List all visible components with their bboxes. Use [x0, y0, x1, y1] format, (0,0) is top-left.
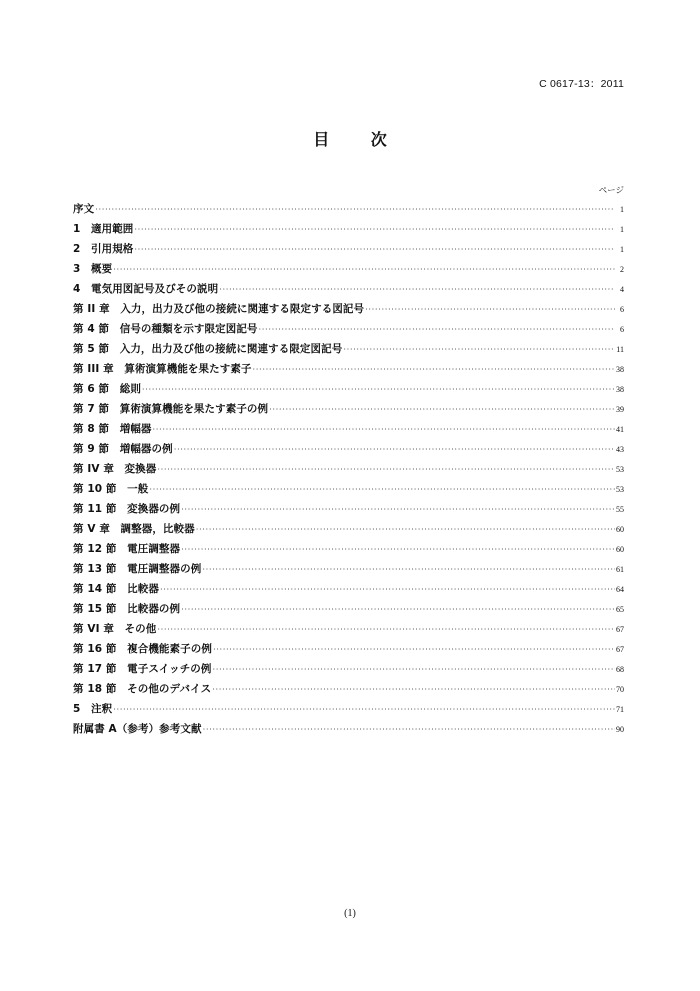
- toc-entry-page: 70: [616, 685, 624, 694]
- dot-leader: [160, 580, 615, 600]
- toc-entry[interactable]: [73, 299, 624, 319]
- dot-leader: [113, 260, 615, 280]
- toc-entry-label: 2 引用規格: [73, 243, 134, 255]
- dot-leader: [157, 620, 615, 640]
- dot-leader: [213, 640, 615, 660]
- toc-entry[interactable]: [73, 619, 624, 639]
- document-id: C 0617-13：2011: [539, 78, 624, 90]
- toc-entry-label: 第 16 節 複合機能素子の例: [73, 643, 212, 655]
- toc-entry[interactable]: [73, 259, 624, 279]
- toc-entry-label: 1 適用範囲: [73, 223, 134, 235]
- dot-leader: [213, 660, 615, 680]
- toc-entry-label: 第 15 節 比較器の例: [73, 603, 181, 615]
- toc-entry-label: 第 17 節 電子スイッチの例: [73, 663, 212, 675]
- toc-entry-label: 第 5 節 入力，出力及び他の接続に関連する限定図記号: [73, 343, 343, 355]
- toc-entry-label: 第 13 節 電圧調整器の例: [73, 563, 202, 575]
- toc-entry-page: 38: [616, 365, 624, 374]
- toc-entry-label: 第 8 節 増幅器: [73, 423, 152, 435]
- toc-entry-label: 3 概要: [73, 263, 113, 275]
- toc-entry-label: 第 9 節 増幅器の例: [73, 443, 173, 455]
- toc-entry-label: 第 V 章 調整器，比較器: [73, 523, 195, 535]
- dot-leader: [181, 540, 615, 560]
- toc-entry-label: 第 6 節 総則: [73, 383, 141, 395]
- toc-entry[interactable]: [73, 519, 624, 539]
- toc-entry-label: 第 18 節 その他のデバイス: [73, 683, 212, 695]
- toc-entry-page: 2: [620, 265, 624, 274]
- toc-entry-label: 第 14 節 比較器: [73, 583, 159, 595]
- page-column-label: ページ: [598, 186, 624, 196]
- toc-entry-label: 第 7 節 算術演算機能を果たす素子の例: [73, 403, 269, 415]
- toc-entry[interactable]: [73, 219, 624, 239]
- toc-entry[interactable]: [73, 319, 624, 339]
- toc-entry-label: 第 10 節 一般: [73, 483, 149, 495]
- dot-leader: [212, 680, 615, 700]
- toc-entry[interactable]: [73, 199, 624, 219]
- toc-entry[interactable]: [73, 399, 624, 419]
- toc-entry-page: 38: [616, 385, 624, 394]
- toc-entry-page: 4: [620, 285, 624, 294]
- dot-leader: [134, 220, 615, 240]
- dot-leader: [149, 480, 615, 500]
- toc-entry[interactable]: [73, 459, 624, 479]
- toc-entry[interactable]: [73, 419, 624, 439]
- table-of-contents: [73, 199, 624, 739]
- dot-leader: [95, 200, 615, 220]
- toc-entry[interactable]: [73, 719, 624, 739]
- toc-entry[interactable]: [73, 279, 624, 299]
- toc-entry-page: 53: [616, 465, 624, 474]
- toc-entry-label: 第 VI 章 その他: [73, 623, 157, 635]
- toc-entry-page: 6: [620, 305, 624, 314]
- toc-entry-page: 71: [616, 705, 624, 714]
- dot-leader: [181, 500, 615, 520]
- toc-entry-page: 53: [616, 485, 624, 494]
- dot-leader: [157, 460, 615, 480]
- toc-entry-page: 61: [616, 565, 624, 574]
- page-title: 目 次: [313, 130, 405, 149]
- toc-entry-page: 90: [616, 725, 624, 734]
- toc-entry-label: 附属書 A（参考）参考文献: [73, 723, 202, 735]
- dot-leader: [174, 440, 615, 460]
- dot-leader: [113, 700, 615, 720]
- toc-entry-page: 1: [620, 225, 624, 234]
- toc-entry[interactable]: [73, 599, 624, 619]
- toc-entry[interactable]: [73, 379, 624, 399]
- toc-entry-label: 第 III 章 算術演算機能を果たす素子: [73, 363, 252, 375]
- dot-leader: [153, 420, 615, 440]
- dot-leader: [253, 360, 615, 380]
- dot-leader: [196, 520, 615, 540]
- toc-entry[interactable]: [73, 239, 624, 259]
- toc-entry-page: 68: [616, 665, 624, 674]
- toc-entry[interactable]: [73, 339, 624, 359]
- toc-entry[interactable]: [73, 499, 624, 519]
- toc-entry-label: 第 IV 章 変換器: [73, 463, 157, 475]
- dot-leader: [181, 600, 615, 620]
- toc-entry-page: 43: [616, 445, 624, 454]
- toc-entry[interactable]: [73, 479, 624, 499]
- toc-entry-page: 67: [616, 645, 624, 654]
- dot-leader: [219, 280, 615, 300]
- toc-entry-page: 60: [616, 545, 624, 554]
- toc-entry[interactable]: [73, 639, 624, 659]
- dot-leader: [259, 320, 615, 340]
- toc-entry-label: 第 11 節 変換器の例: [73, 503, 181, 515]
- toc-entry-label: 第 12 節 電圧調整器: [73, 543, 181, 555]
- toc-entry[interactable]: [73, 559, 624, 579]
- dot-leader: [202, 560, 615, 580]
- dot-leader: [365, 300, 615, 320]
- toc-entry-page: 41: [616, 425, 624, 434]
- toc-entry-label: 序文: [73, 203, 95, 215]
- toc-entry-page: 55: [616, 505, 624, 514]
- toc-entry-page: 65: [616, 605, 624, 614]
- toc-entry[interactable]: [73, 699, 624, 719]
- dot-leader: [343, 340, 615, 360]
- toc-entry-page: 6: [620, 325, 624, 334]
- dot-leader: [142, 380, 615, 400]
- toc-entry-page: 67: [616, 625, 624, 634]
- toc-entry-page: 64: [616, 585, 624, 594]
- dot-leader: [203, 720, 615, 740]
- toc-entry-page: 11: [616, 345, 624, 354]
- toc-entry[interactable]: [73, 679, 624, 699]
- dot-leader: [134, 240, 615, 260]
- toc-entry-page: 1: [620, 245, 624, 254]
- toc-entry[interactable]: [73, 539, 624, 559]
- toc-entry[interactable]: [73, 359, 624, 379]
- toc-entry[interactable]: [73, 579, 624, 599]
- page-number: (1): [344, 908, 356, 919]
- toc-entry-page: 60: [616, 525, 624, 534]
- toc-entry-page: 39: [616, 405, 624, 414]
- dot-leader: [269, 400, 615, 420]
- toc-entry[interactable]: [73, 439, 624, 459]
- toc-entry[interactable]: [73, 659, 624, 679]
- toc-entry-page: 1: [620, 205, 624, 214]
- toc-entry-label: 第 II 章 入力，出力及び他の接続に関連する限定する図記号: [73, 303, 365, 315]
- toc-entry-label: 第 4 節 信号の種類を示す限定図記号: [73, 323, 258, 335]
- toc-entry-label: 5 注釈: [73, 703, 113, 715]
- toc-entry-label: 4 電気用図記号及びその説明: [73, 283, 219, 295]
